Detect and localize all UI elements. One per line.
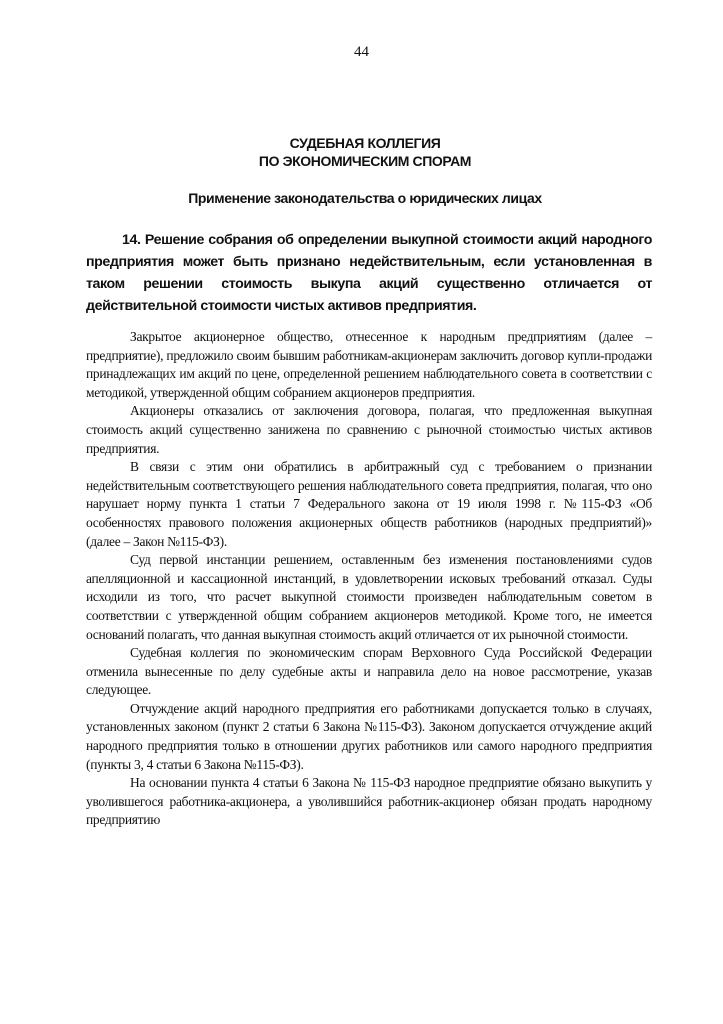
paragraph-buyback-obligation: На основании пункта 4 статьи 6 Закона № 115-ФЗ народное предприятие обязано выкупить у уволившегося работника-акционера, а уволившийся работник-акционер обязан продать народному предприятию xyxy=(86,775,652,828)
case-title: 14. Решение собрания об определении выкупной стоимости акций народного предприятия может быть признано недействительным, если установленная в таком решении стоимость выкупа акций существенно отличается от действительной стоимости чистых активов предприятия. xyxy=(86,232,652,314)
paragraph-claim: В связи с этим они обратились в арбитражный суд с требованием о признании недействительным соответствующего решения наблюдательного совета предприятия, полагая, что оно нарушает норму пункта 1 статьи 7 Федерального закона от 19 июля 1998 г. №115-ФЗ «Об особенностях правового положения акционерных обществ работников (народных предприятий)» (далее – Закон №115-ФЗ). xyxy=(86,459,652,549)
paragraph-alienation-rules: Отчуждение акций народного предприятия его работниками допускается только в случаях, установленных законом (пункт 2 статьи 6 Закона №115-ФЗ). Законом допускается отчуждение акций народного предприятия только в отношении других работников или самого народного предприятия (пункты 3, 4 статьи 6 Закона №115-ФЗ). xyxy=(86,700,652,772)
section-title: Применение законодательства о юридических лицах xyxy=(188,190,542,206)
paragraph-facts: Закрытое акционерное общество, отнесенное к народным предприятиям (далее – предприятие), предложило своим бывшим работникам-акционерам заключить договор купли-продажи принадлежащих им акций по цене, определенной решением наблюдательного совета в соответствии с методикой, утвержденной общим собранием акционеров предприятия. xyxy=(86,329,652,400)
paragraph-refusal: Акционеры отказались от заключения договора, полагая, что предложенная выкупная стоимость акций существенно занижена по сравнению с рыночной стоимостью чистых активов предприятия. xyxy=(86,403,652,456)
paragraph-supreme-court: Судебная коллегия по экономическим спорам Верховного Суда Российской Федерации отменила вынесенные по делу судебные акты и направила дело на новое рассмотрение, указав следующее. xyxy=(86,645,652,698)
collegium-heading xyxy=(70,134,660,170)
document-body xyxy=(86,328,652,830)
paragraph-lower-courts: Суд первой инстанции решением, оставленным без изменения постановлениями судов апелляционной и кассационной инстанций, в удовлетворении исковых требований отказал. Суды исходили из того, что расчет выкупной стоимости произведен наблюдательным советом в соответствии с утвержденной общим собранием акционеров методикой. Кроме того, не имеется оснований полагать, что данная выкупная стоимость акций отличается от их рыночной стоимости. xyxy=(86,552,652,642)
collegium-heading-line-2: ПО ЭКОНОМИЧЕСКИМ СПОРАМ xyxy=(258,153,472,169)
collegium-heading-line-1: СУДЕБНАЯ КОЛЛЕГИЯ xyxy=(289,135,441,151)
page-number: 44 xyxy=(354,44,369,60)
